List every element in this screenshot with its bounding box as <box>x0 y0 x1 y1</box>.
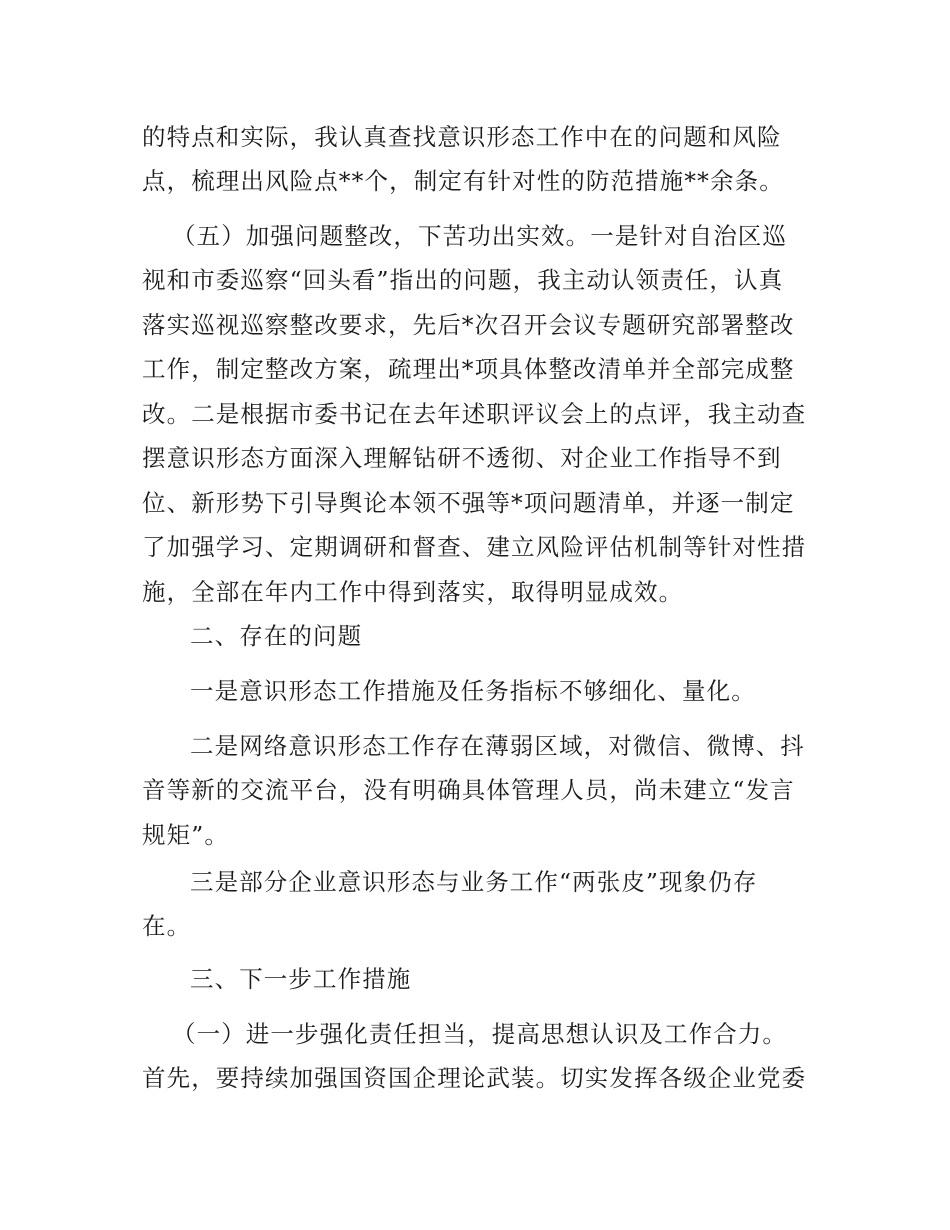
text-line: 工作，制定整改方案，疏理出*项具体整改清单并全部完成整 <box>142 355 795 383</box>
text-line: 位、新形势下引导舆论本领不强等*项问题清单，并逐一制定 <box>142 489 795 517</box>
text-line: 改。二是根据市委书记在去年述职评议会上的点评，我主动查 <box>142 400 807 428</box>
text-line: 施，全部在年内工作中得到落实，取得明显成效。 <box>142 578 684 606</box>
text-line: 摆意识形态方面深入理解钻研不透彻、对企业工作指导不到 <box>142 444 782 472</box>
section-heading: 三、下一步工作措施 <box>190 965 412 993</box>
text-line: 视和市委巡察“回头看”指出的问题，我主动认领责任，认真 <box>142 266 784 294</box>
paragraph-start-line: 二是网络意识形态工作存在薄弱区域，对微信、微博、抖 <box>190 732 805 760</box>
text-line: 在。 <box>142 912 192 940</box>
text-line: 落实巡视巡察整改要求，先后*次召开会议专题研究部署整改 <box>142 311 795 339</box>
text-line: 首先，要持续加强国资国企理论武装。切实发挥各级企业党委 <box>142 1064 807 1092</box>
section-heading: 二、存在的问题 <box>190 622 363 650</box>
paragraph-start-line: 三是部分企业意识形态与业务工作“两张皮”现象仍存 <box>190 868 758 896</box>
text-line: 点，梳理出风险点**个，制定有针对性的防范措施**余条。 <box>142 167 784 195</box>
paragraph-start-line: 一是意识形态工作措施及任务指标不够细化、量化。 <box>190 677 756 705</box>
paragraph-start-line: （一）进一步强化责任担当，提高思想认识及工作合力。 <box>172 1020 787 1048</box>
text-line: 规矩”。 <box>142 821 229 849</box>
text-line: 音等新的交流平台，没有明确具体管理人员，尚未建立“发言 <box>142 776 795 804</box>
text-line: 的特点和实际，我认真查找意识形态工作中在的问题和风险 <box>142 123 782 151</box>
text-line: 了加强学习、定期调研和督查、建立风险评估机制等针对性措 <box>142 533 807 561</box>
paragraph-start-line: （五）加强问题整改，下苦功出实效。一是针对自治区巡 <box>172 222 787 250</box>
